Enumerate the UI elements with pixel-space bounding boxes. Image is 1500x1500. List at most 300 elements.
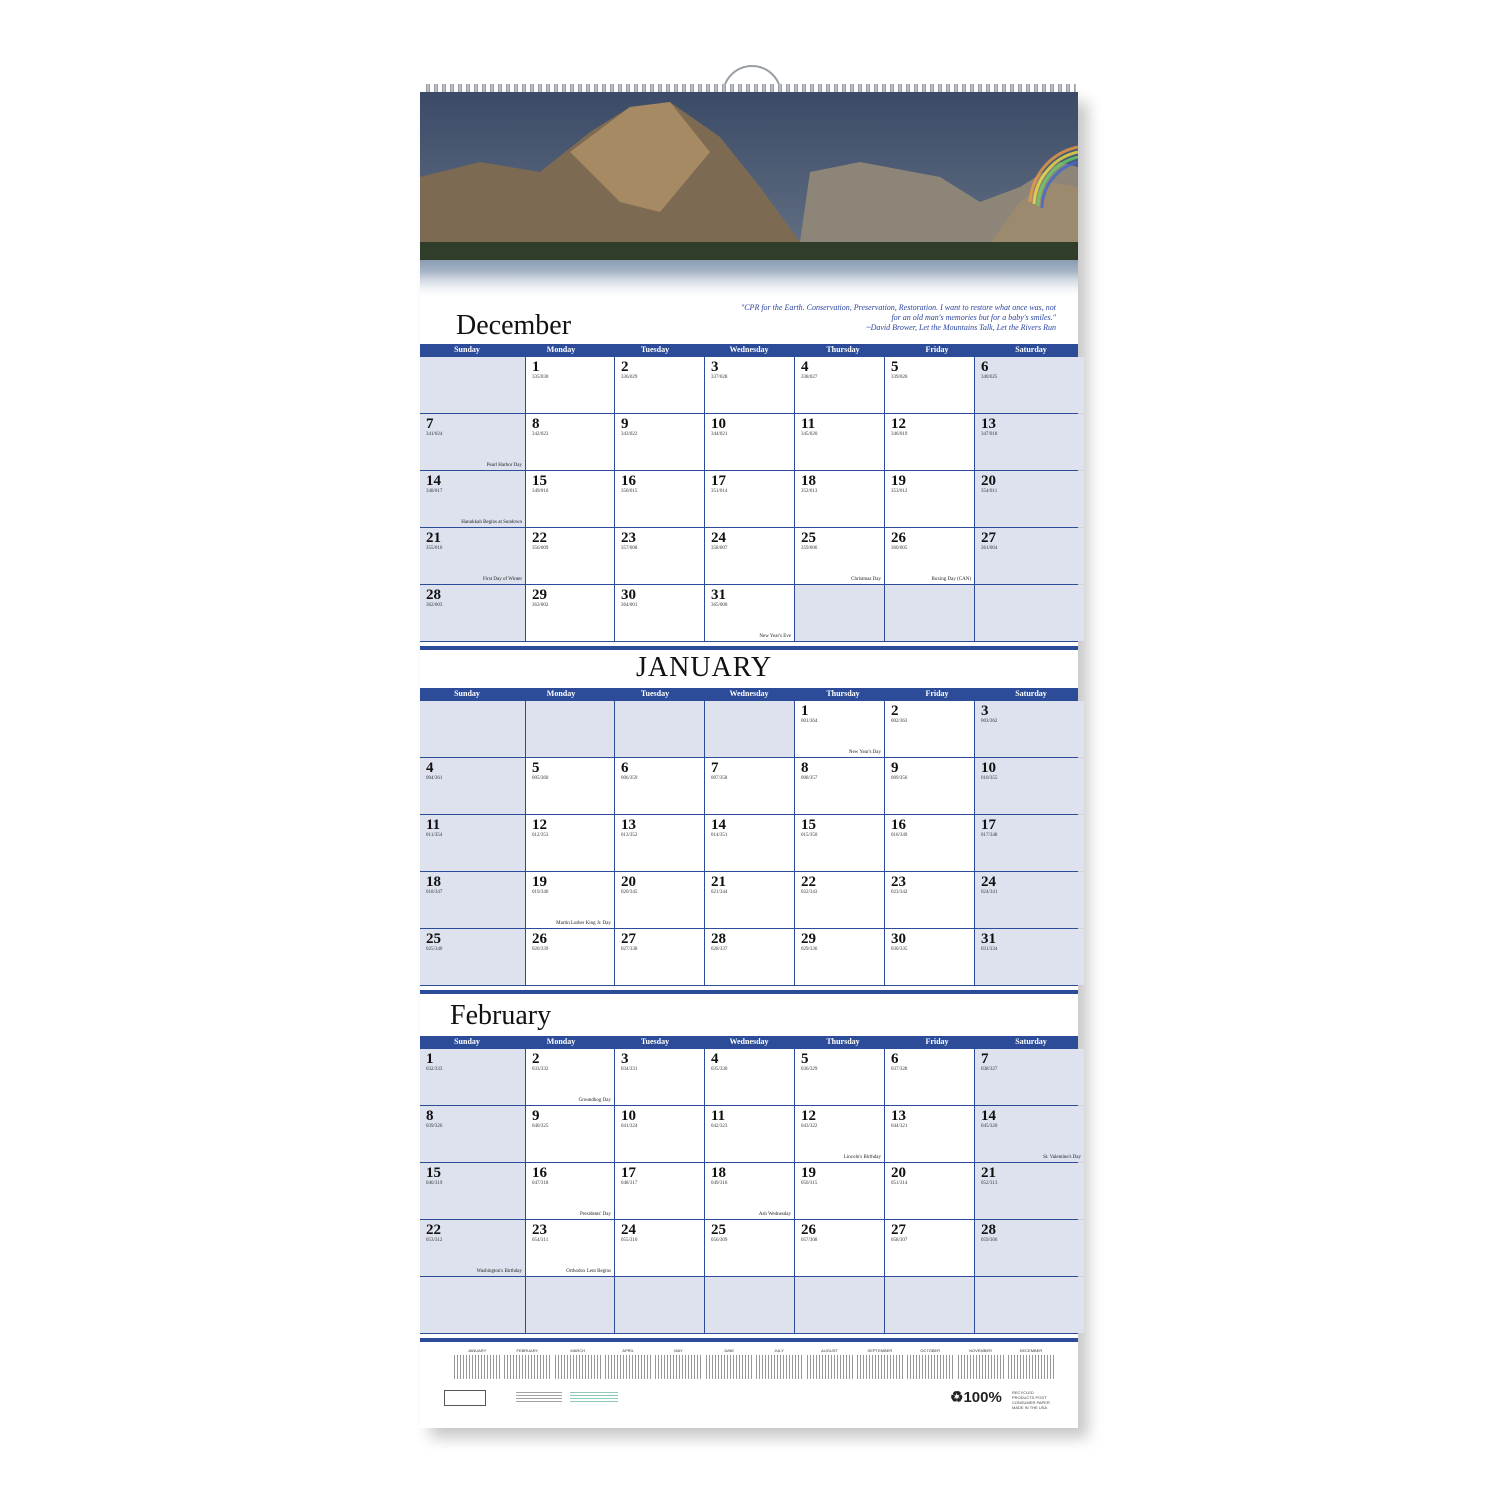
day-count: 352/013 [801, 489, 818, 494]
day-cell [975, 1106, 1084, 1162]
day-cell [615, 357, 704, 413]
day-number: 31 [981, 931, 996, 947]
month-grid [420, 356, 1078, 642]
weekday-header-december [420, 344, 1078, 356]
day-cell [420, 815, 525, 871]
day-cell [615, 585, 704, 641]
weekday-label: Tuesday [640, 345, 670, 354]
divider-rule [420, 646, 1078, 650]
day-count: 014/351 [711, 833, 728, 838]
holiday-label: Boxing Day (CAN) [931, 577, 971, 582]
day-cell [526, 1163, 614, 1219]
day-count: 027/338 [621, 947, 638, 952]
day-number: 27 [621, 931, 636, 947]
day-cell [420, 1220, 525, 1276]
day-number: 18 [801, 473, 816, 489]
day-count: 016/349 [891, 833, 908, 838]
day-count: 008/357 [801, 776, 818, 781]
day-cell [975, 929, 1084, 985]
day-count: 355/010 [426, 546, 443, 551]
month-title-february: February [450, 1000, 552, 1031]
day-cell [420, 528, 525, 584]
mini-month [756, 1348, 802, 1382]
weekday-label: Wednesday [729, 1037, 769, 1046]
holiday-label: Orthodox Lent Begins [566, 1269, 611, 1274]
day-cell [420, 1163, 525, 1219]
mini-month [807, 1348, 853, 1382]
day-number: 29 [532, 587, 547, 603]
day-count: 015/350 [801, 833, 818, 838]
day-cell [615, 1163, 704, 1219]
day-count: 361/004 [981, 546, 998, 551]
day-count: 343/022 [621, 432, 638, 437]
holiday-label: Martin Luther King Jr. Day [556, 921, 611, 926]
day-number: 27 [891, 1222, 906, 1238]
day-number: 20 [891, 1165, 906, 1181]
day-cell [705, 357, 794, 413]
day-cell [615, 471, 704, 527]
day-cell [975, 758, 1084, 814]
day-count: 357/008 [621, 546, 638, 551]
mini-month-grid [605, 1355, 651, 1379]
day-count: 010/355 [981, 776, 998, 781]
day-cell [885, 414, 974, 470]
holiday-label: First Day of Winter [482, 577, 522, 582]
holiday-label: Presidents' Day [579, 1212, 611, 1217]
day-count: 354/011 [981, 489, 998, 494]
day-cell [615, 414, 704, 470]
day-number: 23 [891, 874, 906, 890]
day-cell [526, 414, 614, 470]
day-number: 20 [981, 473, 996, 489]
day-count: 363/002 [532, 603, 549, 608]
day-cell [885, 758, 974, 814]
day-cell [885, 528, 974, 584]
recycled-percent: 100% [963, 1389, 1002, 1406]
mini-month-title: JULY [774, 1348, 784, 1353]
day-cell [705, 1163, 794, 1219]
empty-day-cell [705, 701, 794, 757]
day-cell [795, 929, 884, 985]
day-number: 11 [711, 1108, 726, 1124]
day-cell [795, 1049, 884, 1105]
mini-month-grid [756, 1355, 802, 1379]
mini-month-grid [454, 1355, 500, 1379]
day-cell [795, 1106, 884, 1162]
day-count: 335/030 [532, 375, 549, 380]
recycle-logo-icon [444, 1390, 486, 1406]
day-number: 15 [801, 817, 816, 833]
day-count: 033/332 [532, 1067, 549, 1072]
day-number: 30 [621, 587, 636, 603]
day-count: 353/012 [891, 489, 908, 494]
day-count: 337/028 [711, 375, 728, 380]
day-cell [885, 1163, 974, 1219]
day-cell [615, 815, 704, 871]
day-number: 12 [801, 1108, 816, 1124]
day-count: 348/017 [426, 489, 443, 494]
day-number: 5 [532, 760, 540, 776]
day-cell [705, 758, 794, 814]
day-number: 12 [532, 817, 547, 833]
day-cell [975, 357, 1084, 413]
weekday-label: Wednesday [729, 345, 769, 354]
empty-day-cell [420, 701, 525, 757]
mini-month [706, 1348, 752, 1382]
day-number: 5 [891, 359, 899, 375]
day-number: 13 [621, 817, 636, 833]
day-count: 365/000 [711, 603, 728, 608]
day-number: 17 [711, 473, 726, 489]
recycled-badge [950, 1388, 1002, 1406]
mini-month-title: NOVEMBER [969, 1348, 993, 1353]
day-number: 13 [981, 416, 996, 432]
day-number: 31 [711, 587, 726, 603]
day-count: 001/364 [801, 719, 818, 724]
day-count: 022/343 [801, 890, 818, 895]
day-number: 26 [532, 931, 547, 947]
day-cell [615, 1220, 704, 1276]
holiday-label: St. Valentine's Day [1043, 1155, 1081, 1160]
day-cell [885, 1049, 974, 1105]
weekday-label: Friday [925, 689, 949, 698]
mini-month-grid [958, 1355, 1004, 1379]
day-number: 23 [621, 530, 636, 546]
day-count: 002/363 [891, 719, 908, 724]
empty-day-cell [705, 1277, 794, 1333]
weekday-label: Sunday [454, 345, 480, 354]
day-number: 17 [621, 1165, 636, 1181]
day-cell [526, 872, 614, 928]
day-number: 26 [891, 530, 906, 546]
holiday-label: New Year's Eve [759, 634, 791, 639]
recycled-text: RECYCLED PRODUCTS POST CONSUMER PAPER MADE IN THE USA [1012, 1390, 1050, 1410]
mini-month [655, 1348, 701, 1382]
mini-month-title: SEPTEMBER [867, 1348, 893, 1353]
mini-month-grid [857, 1355, 903, 1379]
day-cell [975, 1163, 1084, 1219]
empty-day-cell [975, 1277, 1084, 1333]
weekday-label: Tuesday [640, 1037, 670, 1046]
day-number: 19 [532, 874, 547, 890]
weekday-label: Wednesday [729, 689, 769, 698]
day-cell [526, 1220, 614, 1276]
day-count: 053/312 [426, 1238, 443, 1243]
day-cell [705, 414, 794, 470]
day-count: 039/326 [426, 1124, 443, 1129]
day-cell [705, 1106, 794, 1162]
mini-month-title: JANUARY [467, 1348, 487, 1353]
mini-month-title: MAY [674, 1348, 683, 1353]
day-count: 031/334 [981, 947, 998, 952]
day-count: 020/345 [621, 890, 638, 895]
day-cell [705, 1049, 794, 1105]
wall-calendar [420, 92, 1081, 1428]
day-number: 3 [981, 703, 989, 719]
day-number: 28 [426, 587, 441, 603]
day-cell [975, 701, 1084, 757]
weekday-label: Sunday [454, 689, 480, 698]
day-cell [975, 414, 1084, 470]
day-count: 040/325 [532, 1124, 549, 1129]
day-number: 10 [621, 1108, 636, 1124]
day-cell [526, 528, 614, 584]
day-cell [885, 357, 974, 413]
day-cell [705, 1220, 794, 1276]
day-count: 057/308 [801, 1238, 818, 1243]
day-count: 358/007 [711, 546, 728, 551]
holiday-label: Christmas Day [851, 577, 881, 582]
day-cell [705, 872, 794, 928]
day-count: 043/322 [801, 1124, 818, 1129]
mini-month-grid [555, 1355, 601, 1379]
day-number: 7 [981, 1051, 989, 1067]
day-number: 19 [891, 473, 906, 489]
day-count: 054/311 [532, 1238, 549, 1243]
day-number: 14 [426, 473, 441, 489]
day-cell [705, 585, 794, 641]
day-number: 8 [801, 760, 809, 776]
day-cell [615, 872, 704, 928]
day-count: 046/319 [426, 1181, 443, 1186]
day-number: 2 [621, 359, 629, 375]
day-count: 052/313 [981, 1181, 998, 1186]
divider-rule [420, 990, 1078, 994]
day-count: 048/317 [621, 1181, 638, 1186]
day-number: 13 [891, 1108, 906, 1124]
day-cell [615, 929, 704, 985]
day-cell [885, 872, 974, 928]
mini-month-title: OCTOBER [920, 1348, 941, 1353]
day-cell [615, 1049, 704, 1105]
day-number: 14 [711, 817, 726, 833]
day-number: 15 [532, 473, 547, 489]
day-cell [795, 528, 884, 584]
empty-day-cell [615, 701, 704, 757]
day-number: 9 [891, 760, 899, 776]
day-count: 029/336 [801, 947, 818, 952]
mini-month [857, 1348, 903, 1382]
day-count: 051/314 [891, 1181, 908, 1186]
day-cell [795, 1163, 884, 1219]
day-number: 18 [711, 1165, 726, 1181]
day-number: 4 [801, 359, 809, 375]
day-number: 16 [891, 817, 906, 833]
mini-month-title: FEBRUARY [516, 1348, 539, 1353]
day-number: 24 [621, 1222, 636, 1238]
day-count: 018/347 [426, 890, 443, 895]
holiday-label: Ash Wednesday [758, 1212, 791, 1217]
day-number: 17 [981, 817, 996, 833]
day-number: 7 [711, 760, 719, 776]
day-count: 362/003 [426, 603, 443, 608]
day-count: 026/339 [532, 947, 549, 952]
empty-day-cell [420, 1277, 525, 1333]
mini-month [1008, 1348, 1054, 1382]
day-count: 360/005 [891, 546, 908, 551]
day-cell [975, 815, 1084, 871]
day-number: 20 [621, 874, 636, 890]
day-number: 5 [801, 1051, 809, 1067]
day-cell [420, 1106, 525, 1162]
month-title-january: JANUARY [636, 652, 773, 683]
day-count: 023/342 [891, 890, 908, 895]
day-number: 30 [891, 931, 906, 947]
day-cell [526, 1106, 614, 1162]
day-number: 9 [621, 416, 629, 432]
day-count: 021/344 [711, 890, 728, 895]
day-cell [975, 1049, 1084, 1105]
day-cell [420, 414, 525, 470]
mini-month-grid [706, 1355, 752, 1379]
holiday-label: Washington's Birthday [476, 1269, 522, 1274]
weekday-label: Friday [925, 1037, 949, 1046]
day-cell [885, 1106, 974, 1162]
empty-day-cell [526, 701, 614, 757]
day-cell [615, 528, 704, 584]
weekday-label: Saturday [1015, 345, 1047, 354]
day-count: 044/321 [891, 1124, 908, 1129]
day-number: 7 [426, 416, 434, 432]
day-count: 058/307 [891, 1238, 908, 1243]
mountain-rainbow-image [420, 92, 1078, 297]
empty-day-cell [975, 585, 1084, 641]
day-cell [526, 585, 614, 641]
day-count: 042/323 [711, 1124, 728, 1129]
day-cell [795, 701, 884, 757]
day-number: 6 [981, 359, 989, 375]
day-count: 045/320 [981, 1124, 998, 1129]
day-number: 14 [981, 1108, 996, 1124]
empty-day-cell [795, 585, 884, 641]
day-number: 26 [801, 1222, 816, 1238]
day-count: 338/027 [801, 375, 818, 380]
day-cell [526, 357, 614, 413]
holiday-label: Lincoln's Birthday [843, 1155, 881, 1160]
day-number: 21 [981, 1165, 996, 1181]
day-count: 356/009 [532, 546, 549, 551]
day-count: 025/340 [426, 947, 443, 952]
weekday-label: Monday [546, 1037, 576, 1046]
day-cell [795, 414, 884, 470]
day-cell [795, 471, 884, 527]
day-count: 009/356 [891, 776, 908, 781]
holiday-label: Hanukkah Begins at Sundown [461, 520, 522, 525]
day-count: 049/316 [711, 1181, 728, 1186]
day-cell [420, 585, 525, 641]
day-count: 364/001 [621, 603, 638, 608]
empty-day-cell [885, 585, 974, 641]
day-number: 18 [426, 874, 441, 890]
day-cell [975, 471, 1084, 527]
day-number: 24 [711, 530, 726, 546]
day-cell [885, 929, 974, 985]
day-cell [526, 471, 614, 527]
day-number: 19 [801, 1165, 816, 1181]
day-cell [526, 1049, 614, 1105]
mini-month [504, 1348, 550, 1382]
day-number: 4 [426, 760, 434, 776]
day-count: 006/359 [621, 776, 638, 781]
day-count: 004/361 [426, 776, 443, 781]
mini-month [454, 1348, 500, 1382]
day-count: 059/306 [981, 1238, 998, 1243]
empty-day-cell [795, 1277, 884, 1333]
day-number: 8 [426, 1108, 434, 1124]
day-number: 28 [711, 931, 726, 947]
day-number: 29 [801, 931, 816, 947]
day-number: 21 [711, 874, 726, 890]
weekday-label: Monday [546, 345, 576, 354]
mini-month-title: DECEMBER [1019, 1348, 1043, 1353]
day-cell [420, 929, 525, 985]
weekday-header-february [420, 1036, 1078, 1048]
weekday-header-january [420, 688, 1078, 700]
day-cell [615, 758, 704, 814]
day-cell [975, 872, 1084, 928]
day-number: 1 [426, 1051, 434, 1067]
day-count: 056/309 [711, 1238, 728, 1243]
mini-month [907, 1348, 953, 1382]
year-at-a-glance [454, 1348, 1054, 1384]
day-cell [526, 929, 614, 985]
holiday-label: Groundhog Day [578, 1098, 611, 1103]
empty-day-cell [885, 1277, 974, 1333]
day-cell [885, 1220, 974, 1276]
day-number: 1 [532, 359, 540, 375]
mini-month-grid [504, 1355, 550, 1379]
day-number: 6 [891, 1051, 899, 1067]
day-cell [795, 1220, 884, 1276]
recycle-arrows-icon: ♻ [950, 1389, 964, 1406]
day-count: 034/331 [621, 1067, 638, 1072]
mini-month-grid [655, 1355, 701, 1379]
day-number: 22 [532, 530, 547, 546]
mini-month-grid [1008, 1355, 1054, 1379]
day-number: 10 [711, 416, 726, 432]
weekday-label: Friday [925, 345, 949, 354]
day-cell [975, 528, 1084, 584]
day-count: 345/020 [801, 432, 818, 437]
empty-day-cell [526, 1277, 614, 1333]
weekday-label: Monday [546, 689, 576, 698]
day-count: 349/016 [532, 489, 549, 494]
day-count: 012/353 [532, 833, 549, 838]
certification-logo-icon [570, 1392, 618, 1402]
day-number: 21 [426, 530, 441, 546]
day-cell [705, 815, 794, 871]
day-number: 28 [981, 1222, 996, 1238]
day-cell [705, 528, 794, 584]
landscape-photo [420, 92, 1078, 297]
day-cell [975, 1220, 1084, 1276]
mini-month [958, 1348, 1004, 1382]
day-number: 10 [981, 760, 996, 776]
day-cell [795, 357, 884, 413]
day-count: 055/310 [621, 1238, 638, 1243]
day-cell [705, 471, 794, 527]
day-number: 27 [981, 530, 996, 546]
publisher-info [516, 1392, 562, 1402]
day-cell [420, 471, 525, 527]
day-count: 339/026 [891, 375, 908, 380]
divider-rule [420, 1338, 1078, 1342]
mini-month-title: MARCH [570, 1348, 586, 1353]
quote-line-2: what once was, not for an old man's memories but for a baby's smiles." [891, 303, 1056, 322]
day-number: 11 [426, 817, 441, 833]
day-number: 22 [426, 1222, 441, 1238]
day-count: 350/015 [621, 489, 638, 494]
